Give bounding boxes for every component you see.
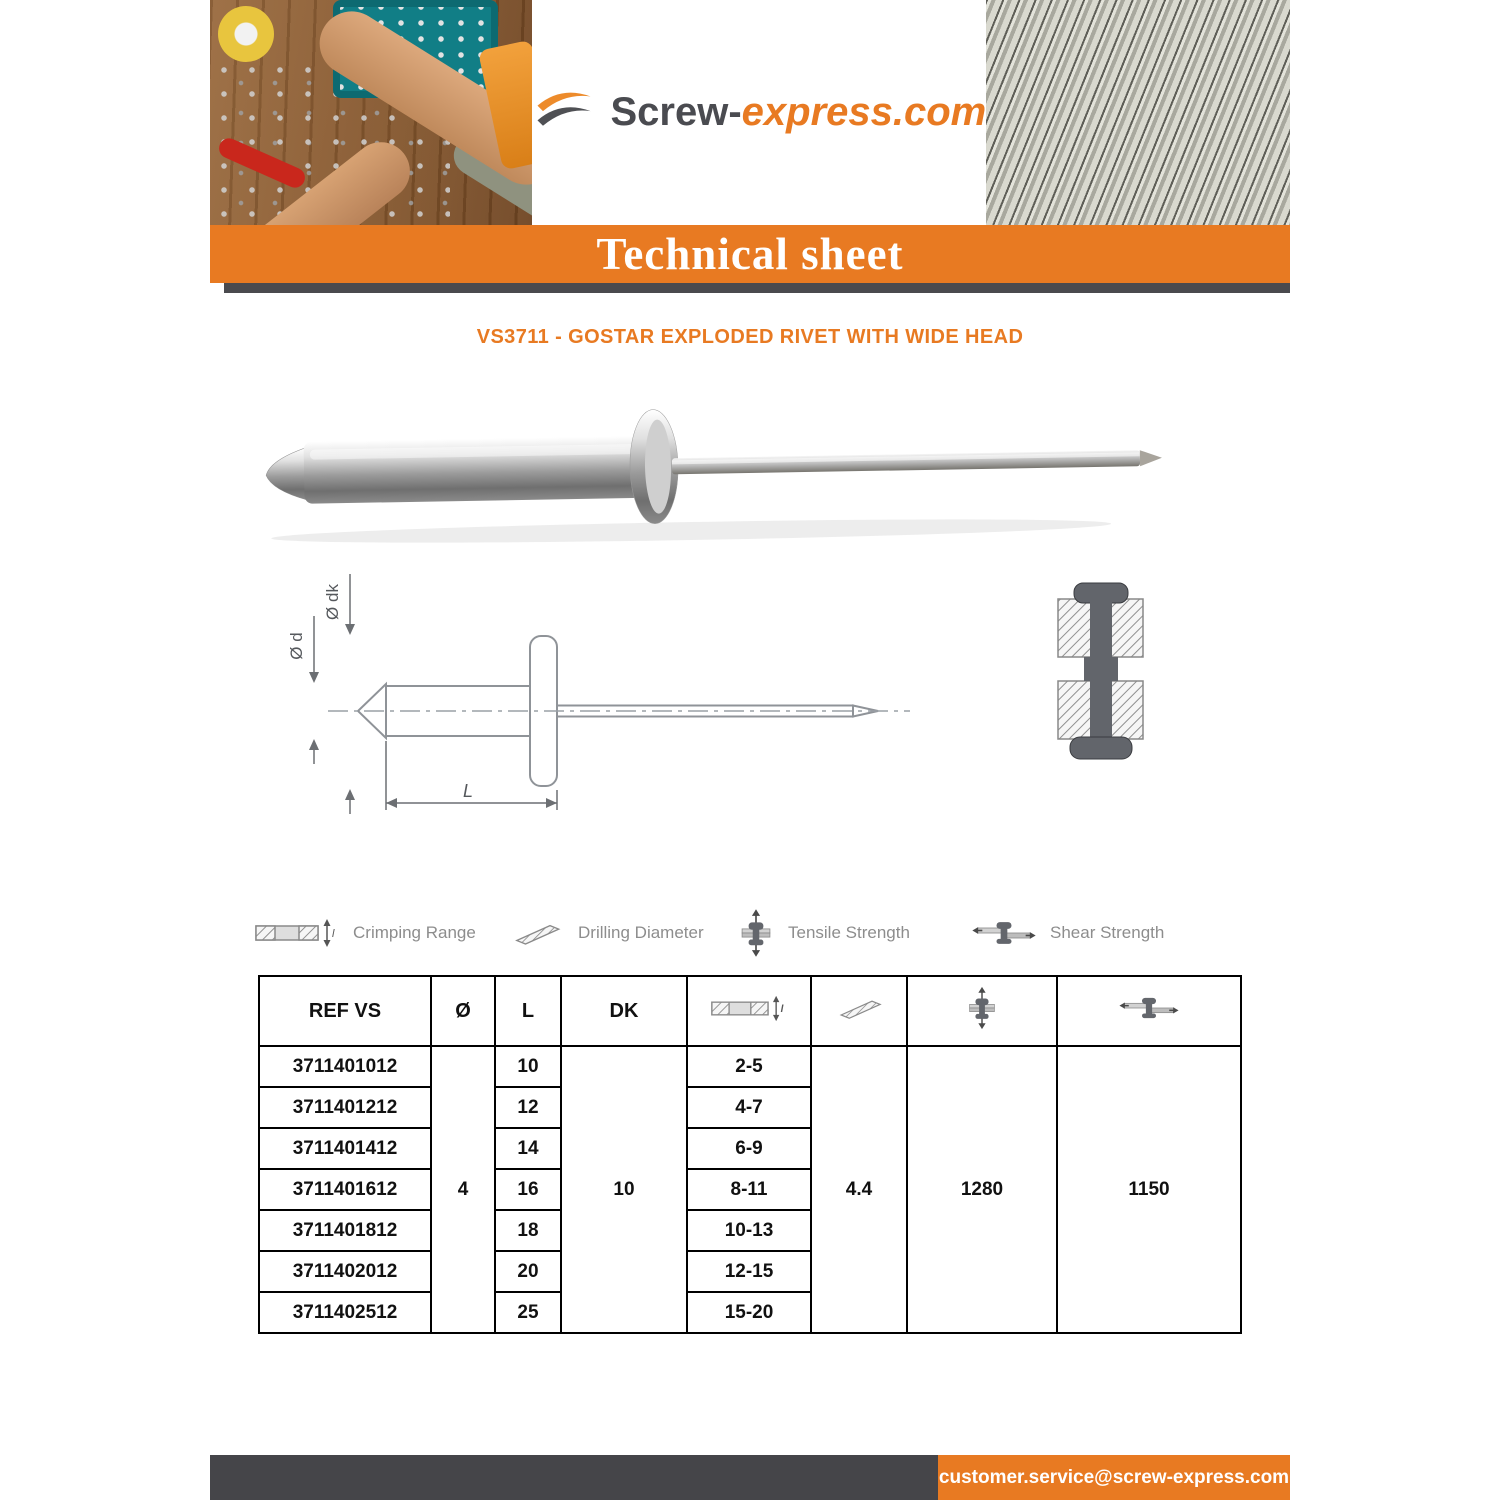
product-photo	[210, 378, 1290, 553]
logo	[532, 0, 986, 225]
crimp-cell: 4-7	[687, 1087, 811, 1128]
page-title: VS3711 - GOSTAR EXPLODED RIVET WITH WIDE HEAD	[476, 326, 1024, 348]
footer	[210, 1455, 1290, 1500]
length-cell: 16	[495, 1169, 561, 1210]
header-shear-strength	[1057, 976, 1241, 1046]
table-row	[259, 1046, 1241, 1087]
crimp-cell: 6-9	[687, 1128, 811, 1169]
dk-cell: 10	[561, 1046, 687, 1333]
diameter-cell: 4	[431, 1046, 495, 1333]
tensile-cell: 1280	[907, 1046, 1057, 1333]
header-tensile-strength	[907, 976, 1057, 1046]
cross-section	[1058, 583, 1143, 759]
technical-drawing	[210, 556, 1290, 851]
header	[210, 0, 1290, 225]
brand-suffix: express.com	[741, 90, 987, 134]
ref-cell: 3711402512	[259, 1292, 431, 1333]
brand-prefix: Screw-	[610, 90, 742, 134]
crimp-cell: 2-5	[687, 1046, 811, 1087]
screws-photo	[986, 0, 1290, 225]
tensile-strength-icon	[966, 986, 998, 1030]
length-cell: 25	[495, 1292, 561, 1333]
legend-label: Tensile Strength	[788, 923, 910, 942]
legend-item-shear-strength	[972, 903, 1164, 963]
length-cell: 20	[495, 1251, 561, 1292]
header-drilling-diameter	[811, 976, 907, 1046]
length-cell: 14	[495, 1128, 561, 1169]
crimping-range-icon	[255, 917, 339, 949]
ref-cell: 3711402012	[259, 1251, 431, 1292]
legend-item-drilling-diameter	[508, 903, 704, 963]
shear-cell: 1150	[1057, 1046, 1241, 1333]
table-header-row	[259, 976, 1241, 1046]
ref-cell: 3711401812	[259, 1210, 431, 1251]
spec-table	[258, 975, 1242, 1334]
d-dimension-label: Ø d	[287, 632, 306, 660]
legend-item-crimping-range	[255, 903, 476, 963]
ref-cell: 3711401412	[259, 1128, 431, 1169]
logo-swoosh-icon	[532, 85, 596, 141]
crimp-cell: 8-11	[687, 1169, 811, 1210]
crimping-range-icon	[711, 994, 787, 1023]
legend-label: Shear Strength	[1050, 923, 1165, 942]
footer-contact	[938, 1455, 1290, 1500]
page-content	[210, 0, 1290, 1500]
logo-text	[610, 90, 986, 135]
banner-underline	[224, 283, 1290, 293]
header-length: L	[495, 976, 561, 1046]
legend-label: Drilling Diameter	[578, 923, 704, 942]
dk-dimension-label: Ø dk	[323, 584, 342, 620]
l-dimension-label: L	[462, 781, 474, 801]
ref-cell: 3711401212	[259, 1087, 431, 1128]
length-cell: 12	[495, 1087, 561, 1128]
length-cell: 18	[495, 1210, 561, 1251]
header-ref: REF VS	[259, 976, 431, 1046]
tape-measure	[218, 6, 274, 62]
legend	[210, 903, 1290, 963]
drill-cell: 4.4	[811, 1046, 907, 1333]
drilling-diameter-icon	[508, 921, 564, 946]
contact-email: customer.service@screw-express.com	[938, 1466, 1290, 1488]
header-crimping-range	[687, 976, 811, 1046]
footer-bar	[210, 1455, 938, 1500]
legend-item-tensile-strength	[738, 903, 910, 963]
legend-label: Crimping Range	[353, 923, 476, 942]
tensile-strength-icon	[738, 908, 774, 958]
header-diameter: Ø	[431, 976, 495, 1046]
shear-strength-icon	[1119, 994, 1179, 1022]
length-cell: 10	[495, 1046, 561, 1087]
header-dk: DK	[561, 976, 687, 1046]
ref-cell: 3711401012	[259, 1046, 431, 1087]
shear-strength-icon	[972, 918, 1036, 948]
ref-cell: 3711401612	[259, 1169, 431, 1210]
drilling-diameter-icon	[833, 997, 885, 1020]
banner	[210, 225, 1290, 283]
crimp-cell: 12-15	[687, 1251, 811, 1292]
crimp-cell: 10-13	[687, 1210, 811, 1251]
banner-title: Technical sheet	[596, 229, 904, 279]
crimp-cell: 15-20	[687, 1292, 811, 1333]
workbench-photo	[210, 0, 532, 225]
